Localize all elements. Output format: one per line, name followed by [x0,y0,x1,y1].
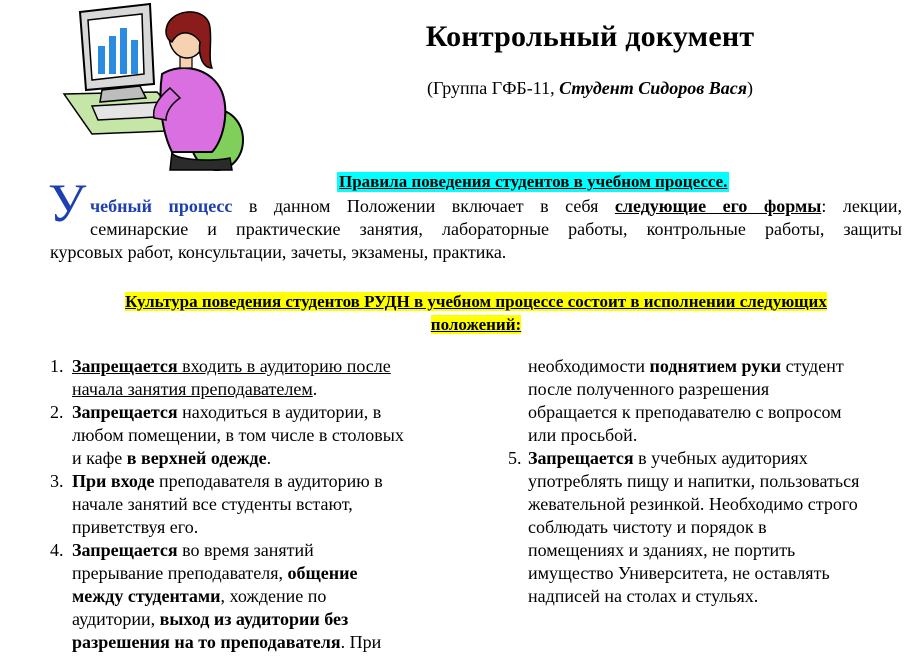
intro-line-3: курсовых работ, консультации, зачеты, экзамены, практика. [50,242,507,262]
rule-4-bold-2: общение [287,563,358,583]
drop-cap: У [48,173,87,233]
rule-4-cont-4: или просьбой. [528,425,638,445]
rule-5-text-2: употреблять пищу и напитки, пользоваться [528,471,860,491]
rule-2-end: . [266,448,272,468]
intro-line-1 [50,195,902,218]
rule-4-cont-b: студент [781,356,844,376]
rule-5-text-3: жевательной резинкой. Необходимо строго [528,494,858,514]
rule-number: 1. [50,356,64,376]
intro-line-2: семинарские и практические занятия, лабораторные работы, контрольные работы, защиты [90,219,902,239]
rule-4-text: во время занятий [177,540,314,560]
intro-lead: чебный процесс [90,196,233,216]
rule-item-1 [50,355,450,401]
rule-2-text-3: и кафе [72,448,127,468]
rule-number: 5. [508,448,522,468]
rule-3-text-2: начале занятий все студенты встают, [72,494,353,514]
section-heading-rules: Правила поведения студентов в учебном процессе. [339,172,728,191]
intro-text-2: : лекции, [821,196,902,216]
rule-number: 3. [50,471,64,491]
rule-4-text-5: . При [340,632,382,652]
rule-4-cont-bold: поднятием руки [649,356,782,376]
rule-5-bold: Запрещается [528,448,634,468]
rule-5-text-7: надписей на столах и стульях. [528,586,759,606]
rule-item-3 [50,470,450,539]
rule-1-bold: Запрещается [72,356,178,376]
intro-paragraph [50,195,902,264]
subtitle-open: (Группа ГФБ-11, [427,78,560,98]
rule-4-cont-2: после полученного разрешения [528,379,770,399]
rule-4-cont-a: необходимости [528,356,650,376]
rule-5-text: в учебных аудиториях [633,448,808,468]
rule-4-bold-5: разрешения на то преподавателя [72,632,341,652]
rule-2-bold: Запрещается [72,402,178,422]
rule-2-text: находиться в аудитории, в [177,402,382,422]
rule-number: 2. [50,402,64,422]
rule-item-5 [502,447,902,608]
rule-5-text-5: помещениях и зданиях, не портить [528,540,796,560]
rule-4-bold-4: выход из аудитории без [159,609,349,629]
rule-item-4 [50,539,450,654]
intro-underlined: следующие его формы [614,196,822,216]
rule-item-2 [50,401,450,470]
culture-heading-line-1: Культура поведения студентов РУДН в учебном процессе состоит в исполнении следующих [125,292,827,311]
subtitle-close: ) [747,78,753,98]
page-subtitle [380,78,800,99]
rule-2-text-2: любом помещении, в том числе в столовых [72,425,404,445]
rule-2-bold-2: в верхней одежде [126,448,267,468]
intro-text-1: в данном Положении включает в себя [232,196,615,216]
rule-1-text-2: начала занятия преподавателем [72,379,313,399]
rule-4-continuation [502,355,902,447]
section-heading-culture [50,290,902,336]
rule-4-cont-3: обращается к преподавателю с вопросом [528,402,842,422]
culture-heading-line-2: положений: [430,315,522,334]
rules-column-left [50,355,450,654]
rules-column-right [502,355,902,608]
rule-3-text-3: приветствуя его. [72,517,199,537]
rule-4-text-4: аудитории, [72,609,160,629]
rule-4-bold-3: между студентами [72,586,221,606]
rule-4-text-2: прерывание преподавателя, [72,563,288,583]
rule-1-end: . [312,379,318,399]
page-title: Контрольный документ [425,20,755,53]
rule-number: 4. [50,540,64,560]
woman-at-computer-icon [62,2,252,172]
rule-1-text: входить в аудиторию после [177,356,391,376]
rule-5-text-6: имущество Университета, не оставлять [528,563,830,583]
subtitle-student: Студент Сидоров Вася [559,78,747,98]
rule-3-text: преподавателя в аудиторию в [154,471,383,491]
rule-5-text-4: соблюдать чистоту и порядок в [528,517,767,537]
rule-3-bold: При входе [72,471,155,491]
rule-4-text-3: , хождение по [220,586,327,606]
rule-4-bold: Запрещается [72,540,178,560]
